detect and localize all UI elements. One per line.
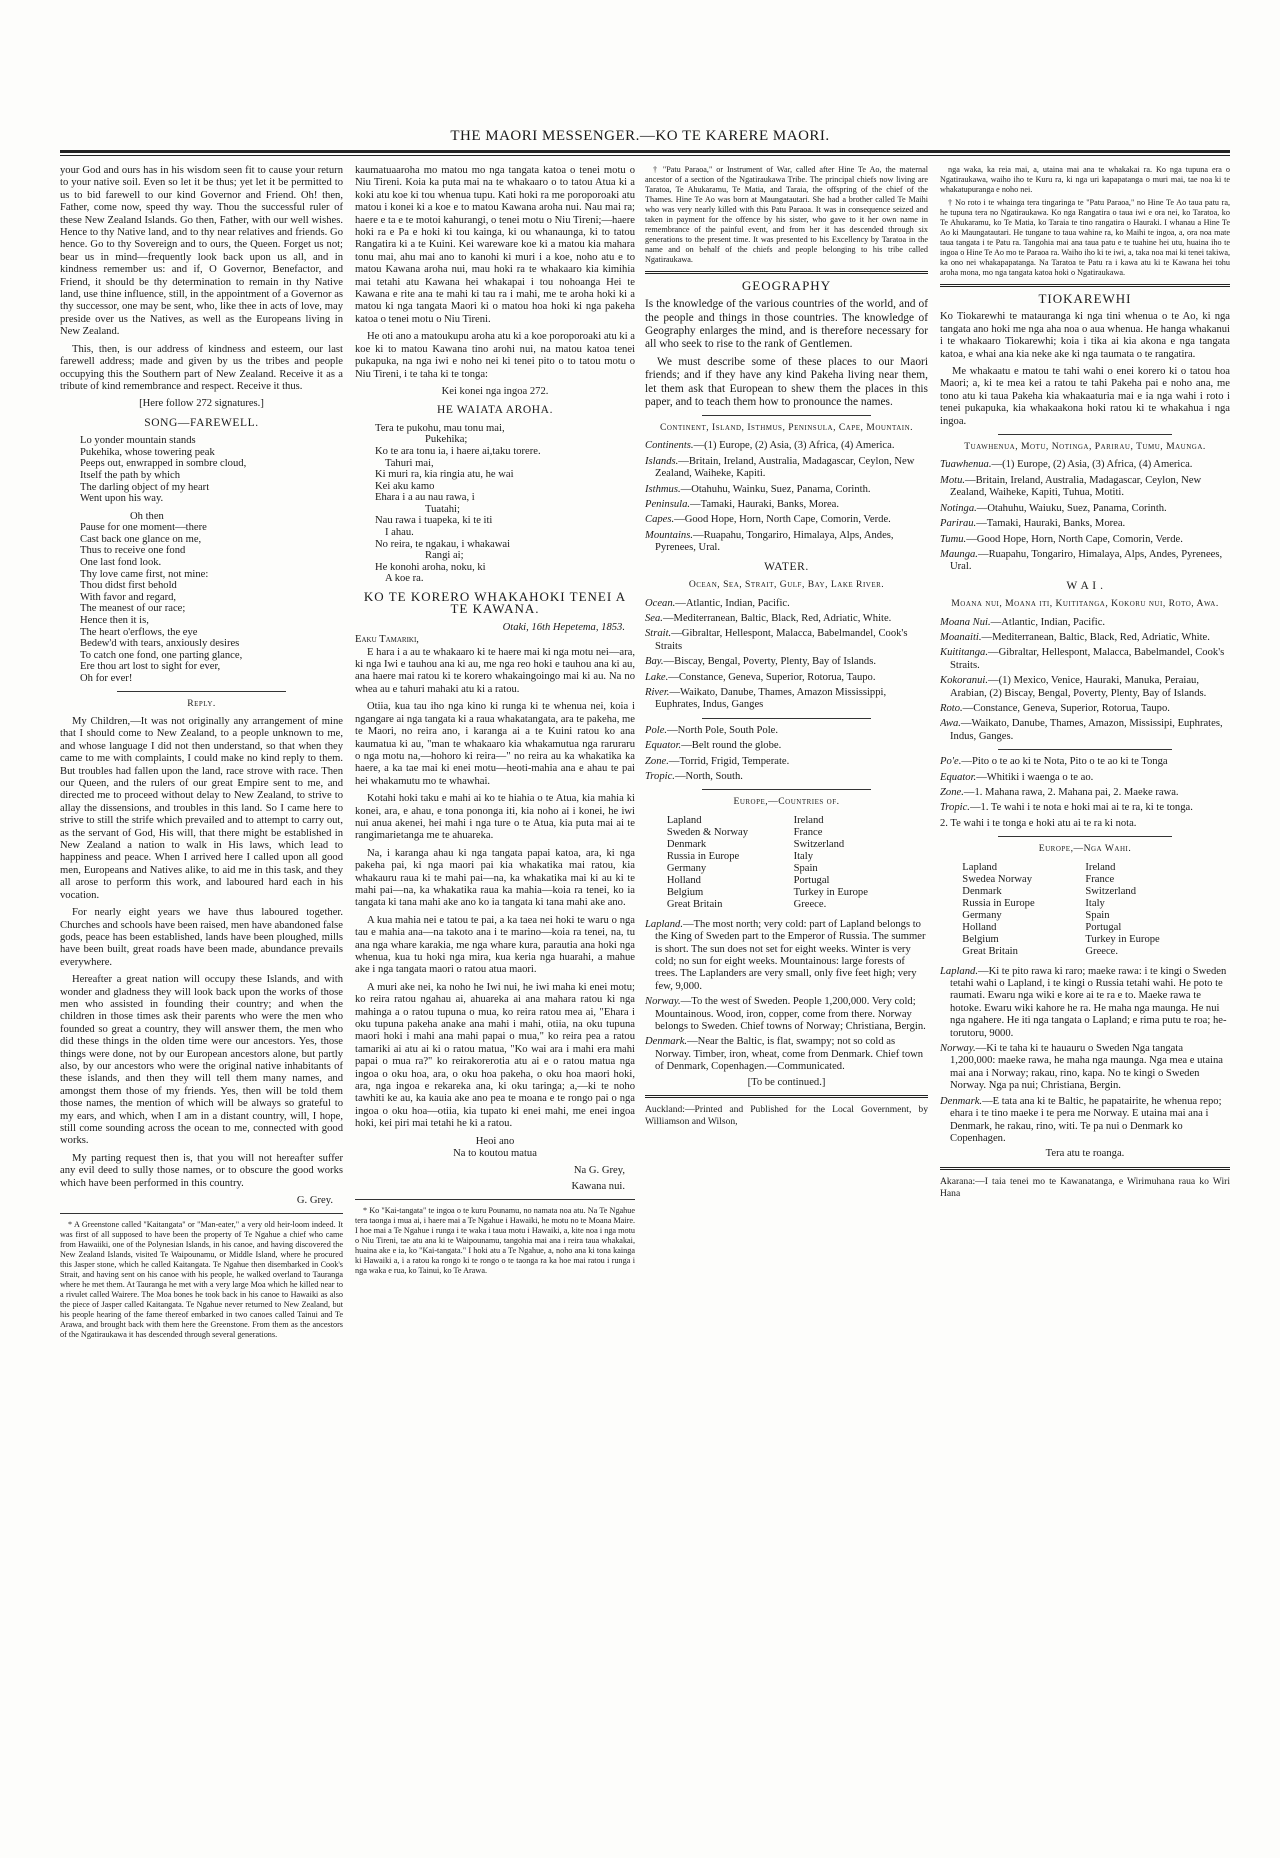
table-row	[665, 875, 908, 887]
column-3	[645, 165, 928, 1710]
definition-term: Kuititanga.	[940, 647, 988, 659]
korero-paragraph: Na, i karanga ahau ki nga tangata papai katoa, ara, ki nga pakeha pai, ki nga maori pai kia whakatika mai ratou, kia whakauru raua ki te mahi pai—na, ka whakatika mai ki au ki te mahi pai—na, ka whakatika raua ka mahia—koia ra tenei, ko ia tangata ki tana mahi ake ano ko ia tangata ki tana mahi ake ano.	[355, 847, 635, 909]
definition-term: Po'e.	[940, 756, 962, 768]
definition-item	[940, 503, 1230, 515]
masthead-rule-thin	[60, 155, 1230, 156]
maori-address-paragraph: kaumatuaaroha mo matou mo nga tangata katoa o tenei motu o Niu Tireni. Koia ka puta mai na te whakaaro o to tatou Atua ki a koki atu koe ki tou whenua tupu. Kati hoki ra me poroporoaki atu matou i konei ki a koe e to matou Kawana aroha nui. Nau mai ra; haere e ta e te motoi kahurangi, o tenei motu o Niu Tireni;—haere hoki ra e Pa e hoki ki tou kainga, ki ou whanaunga, ki to tatou Rangatira ki a te Kuini. Kei wareware koe ki a matou kia mahara tonu mai, ahu mai ano to kanohi ki muri i a koe, noho atu e to matou Kawana aroha nui, mau hoki ra te whakaaro kia kimihia mai tetahi atu Kawana hei whakapai i tou nohoanga Hei te Kawana e rite ana te mahi ki tau ra i mahi, me te aroha hoki ki a matou ki nga tangata Maori ki o matou hoa hoki ki nga pakeha katoa o tenei motu o Niu Tireni.	[355, 165, 635, 325]
table-cell: Greece.	[1085, 945, 1119, 957]
poem-line: To catch one fond, one parting glance,	[80, 649, 243, 661]
divider	[645, 1095, 928, 1098]
definition-text: 2. Te wahi i te tonga e hoki atu ai te ra ki nota.	[940, 817, 1137, 829]
definition-term: Denmark.	[645, 1036, 688, 1048]
table-cell: Ireland	[793, 814, 824, 826]
footnote-text: * Ko "Kai-tangata" te ingoa o te kuru Pounamu, no namata noa atu. Na Te Ngahue tera taonga i mua ai, i haere mai a Te Ngahue i Hawaiki, he motu no te Moana Maire. I hoe mai a Te Ngahue i runga i te waka i taua motu i Hawaiki, a, kite noa i nga motu o Niu Tireni, tae atu ana ki te Waipounamu, tangohia mai ana i reira taua whakakai, huaina ake e ia, ko "Kai-tangata." I hoki atu a Te Ngahue, a, noho ana ki tona kainga ki Hawaiki a, i a ratou ka rongo ki te rongo o te taonga ra ka hoe mai ratou i runga i nga waka e rua, ko Tainui, ko Te Arawa.	[355, 1206, 635, 1276]
divider	[998, 749, 1172, 750]
definition-text: —The most north; very cold: part of Lapland belongs to the King of Sweden part to the Emperor of Russia. The summer is short. The sun does not set for eight weeks. Winter is very cold; no sun for eight weeks. Mountainous: large forests of trees. The Laplanders are very small, only five feet high; very few, 9,000.	[655, 918, 926, 992]
definition-term: Isthmus.	[645, 483, 681, 495]
definition-text: —Tamaki, Hauraki, Banks, Morea.	[976, 518, 1126, 530]
definition-text: —Belt round the globe.	[681, 740, 782, 752]
definition-item	[940, 718, 1230, 743]
definition-term: Maunga.	[940, 548, 978, 560]
poem-line: Thou didst first behold	[80, 580, 177, 592]
definition-term: Capes.	[645, 514, 675, 526]
divider	[117, 691, 287, 692]
column-2	[355, 165, 635, 1710]
definition-text: —Constance, Geneva, Superior, Rotorua, Taupo.	[668, 671, 876, 683]
countries-table	[665, 815, 908, 911]
definition-text: —Near the Baltic, is flat, swampy; not so cold as Norway. Timber, iron, wheat, come from Denmark. Chief town of Denmark, Copenhagen.—Communicated.	[655, 1036, 924, 1073]
definition-item	[645, 656, 928, 668]
table-cell: France	[1085, 873, 1115, 885]
masthead: THE MAORI MESSENGER.—KO TE KARERE MAORI.	[450, 128, 830, 144]
definition-list	[940, 617, 1230, 744]
definition-item	[645, 996, 928, 1033]
poem-line: Itself the path by which	[80, 469, 181, 481]
table-cell: Great Britain	[962, 945, 1018, 957]
definition-item	[940, 1043, 1230, 1093]
poem-line: Pukehika;	[425, 434, 468, 446]
definition-item	[940, 475, 1230, 500]
divider	[60, 1213, 343, 1214]
reply-paragraph: My Children,—It was not originally any arrangement of mine that I should come to New Zealand, to a people unknown to me, and whose language I did not then understand, so that when they came to me with complaints, I could make no kind reply to them. But troubles had fallen upon the land, race strove with race. Then our Queen, and the rulers of our great Empire sent to me, and directed me to proceed without delay to New Zealand, to strive to allay the dissensions, and troubles in this land. So I came here to strive to still the strife which prevailed and to attempt to carry out, as the servant of God, His will, that there might be established in New Zealand a nation to walk in His laws, which lead to happiness and peace. When I arrived here I called upon all good men, Europeans and Natives alike, to aid me in this task, and they all arose to perform this work, and laboured hard each in his vocation.	[60, 716, 343, 901]
definition-item	[645, 613, 928, 625]
reply-title: Reply.	[187, 697, 216, 709]
geography-title: GEOGRAPHY	[741, 278, 832, 293]
table-cell: Greece.	[793, 898, 827, 910]
poem-line: Tera te pukohu, mau tonu mai,	[375, 422, 505, 434]
poem-line: Pukehika, whose towering peak	[80, 446, 215, 458]
song-title: SONG—FAREWELL.	[144, 416, 259, 429]
definition-item	[645, 628, 928, 653]
table-cell: Spain	[1085, 909, 1110, 921]
definition-term: Denmark.	[940, 1095, 983, 1107]
definition-term: Ocean.	[645, 597, 676, 609]
geography-paragraph: Is the knowledge of the various countries of the world, and of the people and things in those countries. The knowledge of Geography enlarges the mind, and is therefore necessary for all who seek to rise to the rank of Gentlemen.	[645, 298, 928, 351]
definition-item	[645, 919, 928, 993]
poem-line: Tuatahi;	[425, 503, 460, 515]
table-cell: Turkey in Europe	[793, 886, 868, 898]
definition-text: —Good Hope, Horn, North Cape, Comorin, Verde.	[674, 514, 891, 526]
definition-text: —Pito o te ao ki te Nota, Pito o te ao ki te Tonga	[961, 756, 1168, 768]
definition-item	[940, 818, 1230, 830]
poem-line: The darling object of my heart	[80, 481, 210, 493]
poem-line: With favor and regard,	[80, 591, 177, 603]
poem-line: Pause for one moment—there	[80, 522, 207, 534]
poem-line: Ere thou art lost to sight for ever,	[80, 661, 221, 673]
korero-paragraph: A kua mahia nei e tatou te pai, a ka taea nei hoki te waru o nga tau e mahia ana—na takoto ana i te marino—koia ra tenei, na, tu ana nga whare karakia, me nga whare kura, parautia ana hoki nga whenua, kua tu hoki nga mira, kua keria nga huarahi, a mahue ake i nga tangata maori o ratou atua maori.	[355, 914, 635, 976]
table-row	[665, 851, 908, 863]
definition-text: —Otahuhu, Wainku, Suez, Panama, Corinth.	[680, 483, 871, 495]
definition-term: River.	[645, 686, 670, 698]
definition-item	[940, 534, 1230, 546]
definition-term: Bay.	[645, 656, 664, 668]
reply-signature: G. Grey.	[296, 1195, 333, 1207]
footnote	[645, 165, 928, 265]
definition-term: Notinga.	[940, 502, 977, 514]
definition-text: —Mediterranean, Baltic, Black, Red, Adriatic, White.	[981, 631, 1210, 643]
definition-term: Tropic.	[940, 802, 970, 814]
section-subhead: Europe,—Nga Wahi.	[1038, 843, 1132, 855]
signature: Kawana nui.	[571, 1180, 625, 1192]
definition-term: Zone.	[645, 755, 669, 767]
table-cell: Holland	[962, 921, 997, 933]
definition-term: Motu.	[940, 474, 966, 486]
korero-title: KO TE KORERO WHAKAHOKI TENEI A TE KAWANA.	[363, 589, 627, 617]
waiata-title: HE WAIATA AROHA.	[436, 404, 554, 417]
reply-paragraph: For nearly eight years we have thus laboured together. Churches and schools have been raised, men have abandoned false gods, peace has been established, lands have been ploughed, mills have been built, great roads have been made, abundance prevails everywhere.	[60, 907, 343, 968]
table-row	[960, 910, 1209, 922]
korero-paragraph: Kotahi hoki taku e mahi ai ko te hiahia o te Atua, kia mahia ki konei, ara, e ahau, e tona pononga iti, kia noho ai i konei, he iwi nui anua akenei, hei mahi i nga ture o te Atua, kia puta mai ai te rangimarietanga me te ahuareka.	[355, 793, 635, 842]
tiokarewhi-title: TIOKAREWHI	[1038, 291, 1132, 306]
signatures-note: [Here follow 272 signatures.]	[139, 398, 264, 410]
geography-paragraph: We must describe some of these places to our Maori friends; and if they have any kind Pakeha living near them, let them ask that European to shew them the places in this paper, and to teach them how to pronounce the names.	[645, 356, 928, 408]
definition-text: —Atlantic, Indian, Pacific.	[990, 616, 1106, 628]
poem-line: Oh for ever!	[80, 673, 133, 684]
definition-text: —North Pole, South Pole.	[667, 724, 779, 736]
footnote-text: * A Greenstone called "Kaitangata" or "Man-eater," a very old heir-loom indeed. It was first of all supposed to have been the property of Te Ngahue a chief who came from Hawaiiki, one of the Polynesian Islands, in his canoe, and having discovered the New Zealand Islands, visited Te Waipounamu, or Middle Island, where he procured this Jasper stone, which he called Kaitangata. Te Ngahue then disembarked in Cook's Strait, and having sent on his canoe with his people, he walked overland to Tauranga where he met them. At Tauranga he met with a very large Moa which he killed near to a rivulet called Wairere. The Moa bones he took back in his canoe to Hawaiki as also the piece of Jasper called Kaitangata. Te Ngahue never returned to New Zealand, but his people hearing of the fame thereof embarked in two canoes called Tainui and Te Arawa, and brought back with them here the Greenstone. From them as the ancestors of the Ngatiraukawa it has descended through several generations.	[60, 1220, 343, 1340]
definition-item	[645, 756, 928, 768]
definition-item	[645, 725, 928, 737]
definition-term: Awa.	[940, 718, 961, 730]
definition-item	[940, 966, 1230, 1040]
definition-text: —Ruapahu, Tongariro, Himalaya, Alps, Andes, Pyrenees, Ural.	[655, 529, 894, 554]
address-paragraph: This, then, is our address of kindness and esteem, our last farewell address; made and given by us the tribes and people occupying this the Southern part of New Zealand. Receive it as a tribute of kind remembrance and respect. Receive it thus.	[60, 343, 343, 392]
salutation: Eaku Tamariki,	[355, 634, 419, 646]
section-subhead: Continent, Island, Isthmus, Peninsula, Cape, Mountain.	[659, 422, 914, 434]
definition-text: —(1) Europe, (2) Asia, (3) Africa, (4) America.	[693, 440, 895, 452]
table-cell: Belgium	[666, 886, 704, 898]
definition-item	[645, 740, 928, 752]
divider	[702, 415, 872, 416]
poem-line: I ahau.	[385, 527, 414, 539]
table-cell: Holland	[666, 874, 701, 886]
definition-text: —Waikato, Danube, Thames, Amazon, Mississipi, Euphrates, Indus, Ganges.	[950, 718, 1223, 742]
definition-item	[940, 1096, 1230, 1146]
definition-term: Islands.	[645, 455, 679, 467]
waiata-poem	[375, 423, 635, 585]
closing: Na to koutou matua	[453, 1148, 537, 1160]
table-cell: Italy	[793, 850, 813, 862]
table-cell: Italy	[1085, 897, 1105, 909]
definition-term: Equator.	[645, 740, 682, 752]
divider	[645, 271, 928, 274]
names-note: Kei konei nga ingoa 272.	[441, 385, 549, 397]
definition-text: —Torrid, Frigid, Temperate.	[668, 755, 790, 767]
definition-text: —E tata ana ki te Baltic, he papatairite, he whenua repo; ehara i te tino maeke i te pera me Norway. E utaina mai ana i Denmark, he rakau, rino, witi. Te pa nui o Denmark ko Copenhagen.	[950, 1095, 1222, 1144]
poem-line: No reira, te ngakau, i whakawai	[375, 538, 511, 550]
definition-text: —Ki te pito rawa ki raro; maeke rawa: i te kingi o Sweden tetahi wahi o Lapland, i te kingi o Russia tetahi wahi. He poto te raumati. Ewaru nga wiki e kore ai te ra e to. Maeke rawa te hotoke. Ewaru wiki kahore he ra. He maha nga maunga. He nui nga ngahere. He iti nga tangata o Lapland; e rima putu te roa; he-torutoru, 9000.	[950, 965, 1227, 1039]
poem-line: The heart o'erflows, the eye	[80, 626, 198, 638]
definition-item	[940, 772, 1230, 784]
definition-term: Tuawhenua.	[940, 459, 992, 471]
definition-item	[940, 459, 1230, 471]
table-cell: Swedea Norway	[962, 873, 1033, 885]
poem-stanza-2	[80, 511, 343, 685]
definition-text: —Ruapahu, Tongariro, Himalaya, Alps, Andes, Pyrenees, Ural.	[950, 548, 1223, 573]
poem-line: Nau rawa i tuapeka, ki te iti	[375, 515, 493, 527]
masthead-rule	[60, 150, 1230, 153]
section-subhead: Europe,—Countries of.	[733, 796, 840, 808]
countries-table	[960, 862, 1209, 958]
definition-text: —Gibraltar, Hellespont, Malacca, Babelmandel, Cook's Straits.	[950, 647, 1225, 671]
signature: Na G. Grey,	[573, 1164, 625, 1176]
table-cell: Sweden & Norway	[666, 826, 749, 838]
definition-text: —North, South.	[674, 770, 743, 782]
dateline: Otaki, 16th Hepetema, 1853.	[502, 621, 625, 633]
definition-term: Mountains.	[645, 529, 693, 541]
table-cell: Lapland	[666, 814, 702, 826]
table-cell: Belgium	[962, 933, 999, 945]
definition-item	[940, 787, 1230, 799]
definition-term: Sea.	[645, 612, 663, 624]
definition-item	[940, 703, 1230, 715]
table-cell: Switzerland	[793, 838, 845, 850]
definition-list	[645, 598, 928, 712]
column-1	[60, 165, 343, 1710]
definition-term: Strait.	[645, 628, 672, 640]
table-cell: Lapland	[962, 861, 998, 873]
footnote-text: † "Patu Paraoa," or Instrument of War, called after Hine Te Ao, the maternal ancestor of a section of the Ngatiraukawa Tribe. The principal chiefs now living are Taratoa, Te Ahukaramu, Te Matia, and Taraia, the offspring of the chief of the Thames. Hine Te Ao was born at Maungatautari. She had a brother called Te Maihi who was very nearly killed with this Patu Paraoa. It was in consequence seized and taken in payment for the offence by his sister, who gave to it her own name in remembrance of the painful event, and from her it has descended through six generations to the present time. It was presented to his Excellency by Taratoa in the name and on behalf of the chiefs and people belonging to his tribe called Ngatiraukawa.	[645, 165, 928, 264]
definition-item	[645, 598, 928, 610]
table-cell: Portugal	[793, 874, 830, 886]
definition-term: Tumu.	[940, 533, 967, 545]
definition-text: —(1) Mexico, Venice, Hauraki, Manuka, Peraiau, Arabian, (2) Biscay, Bengal, Poverty, Plenty, Bay of Islands.	[950, 675, 1207, 699]
definition-item	[645, 1036, 928, 1073]
table-row	[960, 874, 1209, 886]
table-row	[960, 898, 1209, 910]
table-row	[960, 862, 1209, 874]
table-row	[665, 827, 908, 839]
poem-line: Cast back one glance on me,	[80, 533, 202, 545]
definition-text: —Waikato, Danube, Thames, Amazon Mississippi, Euphrates, Indus, Ganges	[655, 686, 887, 711]
definition-item	[645, 687, 928, 712]
footnote-text: nga waka, ka reia mai, a, utaina mai ana te whakakai ra. Ko nga tupuna era o Ngatiraukawa, waiho iho te Kuru ra, ki nga uri kapapatanga o muri mai, tae noa ki te whakatupuranga e noho nei.	[940, 165, 1230, 194]
table-row	[665, 899, 908, 911]
poem-line: Peeps out, enwrapped in sombre cloud,	[80, 458, 247, 470]
wai-title: W A I .	[1066, 579, 1104, 592]
poem-line: Ko te ara tonu ia, i haere ai,taku torere.	[375, 445, 541, 457]
poem-line: Oh then	[130, 510, 164, 522]
table-row	[665, 839, 908, 851]
poem-line: Bedew'd with tears, anxiously desires	[80, 638, 240, 650]
definition-list	[940, 966, 1230, 1146]
definition-text: —Whitiki i waenga o te ao.	[976, 771, 1094, 783]
closing: Heoi ano	[475, 1135, 515, 1147]
poem-line: Rangi ai;	[425, 550, 464, 562]
divider	[355, 1199, 635, 1200]
definition-text: —Otahuhu, Waiuku, Suez, Panama, Corinth.	[976, 502, 1167, 514]
poem-line: One last fond look.	[80, 557, 162, 569]
definition-item	[940, 756, 1230, 768]
definition-item	[940, 549, 1230, 574]
definition-term: Continents.	[645, 440, 694, 452]
definition-text: —Atlantic, Indian, Pacific.	[675, 597, 790, 609]
definition-list	[645, 440, 928, 554]
definition-item	[645, 672, 928, 684]
table-row	[665, 863, 908, 875]
definition-text: —(1) Europe, (2) Asia, (3) Africa, (4) America.	[991, 459, 1193, 471]
footnote	[940, 165, 1230, 278]
address-paragraph: your God and ours has in his wisdom seen fit to cause your return to your native soil. Even so let it be thus; yet let it be permitted to us to bid farewell to our kind Governor and Friend. Oh! then, Father, come now, speed thy way. Thou the successful ruler of these New Zealand Islands. Go then, Father, with our well wishes. Hence to thy Native land, and to thy near relatives and friends. Go hence. Go to thy Sovereign and to ours, the Queen. Forget us not; bear us in mind—frequently look back upon us all, and in kindness remember us: and if, O Governor, Benefactor, and Friend, it should be thy determination to remain in thy Native land, use thine influence, still, in the appointment of a Governor as thy successor, one may be sent, who, like thee in acts of love, may preside over us the Natives, as well as the Europeans living in New Zealand.	[60, 165, 343, 338]
definition-text: —Tamaki, Hauraki, Banks, Morea.	[690, 499, 840, 511]
korero-paragraph: A muri ake nei, ka noho he Iwi nui, he iwi maha ki enei motu; ko reira ratou ngahau ai, ahuareka ai ana mahara ratou ki nga mahinga a o ratou tupuna o mua, ko reira ratou mea ai, "Ehara i oku tupuna pakeha anake ana mahi i mahi, otiia, na oku tupuna maori hoki i mahi ana mahi papai o mua," ko reira pea a ratou tamariki ai atu ai ki o ratou matua, "Ko wai ara i mahi era mahi papai o mua ra?" ko reirakorerotia atu ai e o ratou matua nga ingoa o oku hoa, ara, o oku hoa pakeha, o oku hoa maori hoki, ara, nga ingoa e rekareka ana, ki oku taringa; a,—ki te noho tawhiti ke au, ka kauia ake ano pea te moana e te rongo pai o nga ingoa o oku hoa—otiia, kia tupato ki enei mahi, me enei ingoa hoki, kei piri mai tetahi he ki a ratou.	[355, 981, 635, 1130]
table-row	[960, 922, 1209, 934]
definition-item	[940, 518, 1230, 530]
definition-item	[940, 617, 1230, 629]
definition-list	[940, 756, 1230, 830]
poem-line: Ki muri ra, kia ringia atu, he wai	[375, 469, 514, 481]
poem-line: A koe ra.	[385, 573, 424, 585]
definition-term: Lapland.	[940, 965, 978, 977]
table-cell: Denmark	[666, 838, 707, 850]
definition-text: —Gibraltar, Hellespont, Malacca, Babelmandel, Cook's Straits	[655, 628, 908, 652]
definition-item	[645, 771, 928, 783]
column-4	[940, 165, 1230, 1710]
tiokarewhi-paragraph: Ko Tiokarewhi te matauranga ki nga tini whenua o te Ao, ki nga tangata ano hoki me nga aha noa o aua whenua. He hanga whakanui i te whakaaro Tiokarewhi; koia i tika ai kia akona e nga tangata katoa, e whai ana kia neke ake ki nga taumata o te rangatira.	[940, 311, 1230, 360]
divider	[998, 836, 1172, 837]
reply-paragraph: My parting request then is, that you will not hereafter suffer any evil deed to sully those names, or to obscure the good works which have been performed in this country.	[60, 1152, 343, 1189]
table-cell: Spain	[793, 862, 818, 874]
definition-item	[940, 802, 1230, 814]
footnote	[60, 1220, 343, 1340]
poem-line: The meanest of our race;	[80, 603, 186, 615]
definition-term: Lapland.	[645, 918, 683, 930]
definition-term: Equator.	[940, 771, 977, 783]
table-row	[960, 934, 1209, 946]
table-row	[960, 946, 1209, 958]
table-cell: Russia in Europe	[666, 850, 740, 862]
footnote	[355, 1206, 635, 1276]
imprint: Akarana:—I taia tenei mo te Kawanatanga, e Wirimuhana raua ko Wiri Hana	[940, 1175, 1230, 1200]
definition-list	[940, 459, 1230, 573]
table-cell: Portugal	[1085, 921, 1122, 933]
definition-text: —Ki te taha ki te hauauru o Sweden Nga tangata 1,200,000: maeke rawa, he maha nga maunga. Nga mea e utaina mai ana i Norway; rakau, rino, kapa. No te kingi o Sweden Norway. Nga pa nui; Christiana, Bergin.	[950, 1043, 1223, 1092]
definition-text: —Good Hope, Horn, North Cape, Comorin, Verde.	[966, 533, 1183, 545]
poem-line: Thus to receive one fond	[80, 545, 186, 557]
definition-item	[940, 647, 1230, 672]
definition-term: Kokoranui.	[940, 675, 988, 687]
poem-line: Hence then it is,	[80, 615, 149, 627]
poem-line: Kei aku kamo	[375, 480, 435, 492]
definition-term: Norway.	[645, 996, 681, 1008]
table-row	[960, 886, 1209, 898]
poem-line: Ehara i a au nau rawa, i	[375, 492, 475, 504]
definition-text: —Biscay, Bengal, Poverty, Plenty, Bay of Islands.	[663, 656, 876, 668]
section-subhead: Moana nui, Moana iti, Kuititanga, Kokoru nui, Roto, Awa.	[951, 598, 1219, 610]
table-cell: France	[793, 826, 823, 838]
definition-term: Peninsula.	[645, 499, 691, 511]
continued-note: Tera atu te roanga.	[1045, 1148, 1125, 1160]
definition-item	[645, 484, 928, 496]
tiokarewhi-paragraph: Me whakaatu e matou te tahi wahi o enei korero ki o tatou hoa Maori; a, ki te mea kei a ratou te tahi Pakeha pai e noho ana, me tono atu ki taua Pakeha kia whakaaturia mai e ia nga wahi i roto i tenei pukapuka, kia whakaakona hoki ratou ki te whakahua i nga ingoa.	[940, 366, 1230, 427]
definition-item	[940, 632, 1230, 644]
poem-line: Lo yonder mountain stands	[80, 435, 196, 447]
korero-paragraph: Otiia, kua tau iho nga kino ki runga ki te whenua nei, koia i ngangare ai nga tangata ki a raua whakatangata, ara te pakeha, me te Maori, no reira ano, i karanga ai a te Kuini ratou ko ana kaumatua ki au, "man te whakaaro kia whakamutua nga raruraru o nga motu na,—hohoro ki reira—" no reira au ka whakatika ka haere, a ka tae mai ki enei motu—heoti-mahia ana e ahau te pai hei whakamutu mo te whawhai.	[355, 701, 635, 787]
reply-paragraph: Hereafter a great nation will occupy these Islands, and with wonder and gladness they will look back upon the works of those men who assisted in founding their country; and when the children in those times ask their parents who were the men who founded so great a country, they will answer them, the men who did these things in the olden time were our ancestors. Yes, those things were done, not by our European ancestors alone, but partly also, by our ancestors who were the original native inhabitants of these islands, and then they will tell them many names, and amongst them those of my friends. Yes, then will be told them those names, the mention of which will be always so grateful to my ears, and which, when I am in a distant country, will, I hope, still come sounding across the ocean to me, connected with good works.	[60, 974, 343, 1147]
imprint: Auckland:—Printed and Published for the Local Government, by Williamson and Wilson,	[645, 1104, 928, 1128]
table-cell: Germany	[962, 909, 1002, 921]
poem-line: Thy love came first, not mine:	[80, 568, 209, 580]
table-cell: Switzerland	[1085, 885, 1136, 897]
divider	[940, 1167, 1230, 1170]
definition-term: Roto.	[940, 702, 963, 714]
definition-text: —To the west of Sweden. People 1,200,000. Very cold; Mountainous. Wood, iron, copper, come from there. Norway belongs to Sweden. Chief towns of Norway; Christiana, Bergin.	[655, 996, 926, 1033]
definition-list	[645, 725, 928, 784]
table-cell: Denmark	[962, 885, 1002, 897]
definition-term: Norway.	[940, 1043, 976, 1055]
section-subhead: Tuawhenua, Motu, Notinga, Parirau, Tumu, Maunga.	[964, 441, 1206, 453]
definition-item	[645, 514, 928, 526]
table-cell: Turkey in Europe	[1085, 933, 1160, 945]
definition-text: —Constance, Geneva, Superior, Rotorua, Taupo.	[962, 702, 1170, 714]
definition-text: —Britain, Ireland, Australia, Madagascar, Ceylon, New Zealand, Waiheke, Kapiti.	[655, 455, 915, 480]
divider	[702, 789, 872, 790]
definition-item	[645, 499, 928, 511]
continued-note: [To be continued.]	[747, 1076, 826, 1088]
definition-text: —Mediterranean, Baltic, Black, Red, Adriatic, White.	[662, 612, 892, 624]
maori-address-paragraph: He oti ano a matoukupu aroha atu ki a koe poroporoaki atu ki a koe ki to matou Kawana tino arohi nui, na matou katoa tenei pukapuka, na nga iwi e noho nei ki tenei pito o to tatou motu o Niu Tireni, i te taha ki te tonga:	[355, 331, 635, 380]
definition-term: Lake.	[645, 671, 669, 683]
table-cell: Great Britain	[666, 898, 723, 910]
definition-item	[645, 456, 928, 481]
definition-text: —1. Te wahi i te nota e hoki mai ai te ra, ki te tonga.	[969, 802, 1193, 814]
table-cell: Germany	[666, 862, 707, 874]
definition-item	[940, 675, 1230, 700]
table-cell: Russia in Europe	[962, 897, 1035, 909]
poem-line: Went upon his way.	[80, 493, 164, 505]
definition-term: Moanaiti.	[940, 631, 982, 643]
footnote-text: † No roto i te whainga tera tingaringa te "Patu Paraoa," no Hine Te Ao taua patu ra, he tupuna tera no Ngatiraukawa. Ko nga Rangatira o taua iwi e ora nei, ko Taratoa, ko Te Ahukaramu, ko Te Matia, ko Taraia te tino rangatira o Hauraki. I whanau a Hine Te Ao ki Maungatautari. He tungane to taua wahine ra, ko Maihi te ingoa, a, ora noa mate taua tangata i te Patu ra. Tangohia mai ana taua patu e te tuahine hei utu, huaina iho te ingoa o Hine Te Ao mo te Paraoa ra. Waiho iho ki te iwi, a, taka noa mai ki tenei takiwa, ka ono nei whakapapatanga. Na Taratoa te Patu ra i kawa atu ki te Kawana hei tohu aroha mona, mo nga tangata katoa hoki o Ngatiraukawa.	[940, 198, 1230, 277]
table-row	[665, 887, 908, 899]
table-row	[665, 815, 908, 827]
definition-item	[645, 530, 928, 555]
water-title: WATER.	[764, 560, 809, 573]
definition-term: Parirau.	[940, 518, 977, 530]
divider	[998, 434, 1172, 435]
divider	[702, 718, 872, 719]
poem-line: He konohi aroha, noku, ki	[375, 561, 486, 573]
definition-text: —Britain, Ireland, Australia, Madagascar, Ceylon, New Zealand, Waiheke, Kapiti, Tuhua, Motiti.	[950, 474, 1202, 499]
definition-term: Pole.	[645, 724, 668, 736]
definition-term: Tropic.	[645, 770, 675, 782]
definition-term: Moana Nui.	[940, 616, 991, 628]
definition-term: Zone.	[940, 787, 964, 798]
section-subhead: Ocean, Sea, Strait, Gulf, Bay, Lake River.	[688, 579, 885, 591]
poem-line: Tahuri mai,	[385, 457, 434, 469]
definition-list	[645, 919, 928, 1074]
definition-item	[645, 440, 928, 452]
korero-paragraph: E hara i a au te whakaaro ki te haere mai ki nga motu nei—ara, ki nga Iwi e tauhou ana ki au, me nga reo hoki e tauhou ana ki au, ana haere mai ratou ki te korero whakaingoingo mai ki au. Na no whea au e tahuri mahaki atu ki a ratou.	[355, 646, 635, 695]
table-cell: Ireland	[1085, 861, 1116, 873]
divider	[940, 284, 1230, 287]
definition-text: —1. Mahana rawa, 2. Mahana pai, 2. Maeke rawa.	[963, 787, 1179, 798]
poem-stanza-1	[80, 435, 343, 505]
